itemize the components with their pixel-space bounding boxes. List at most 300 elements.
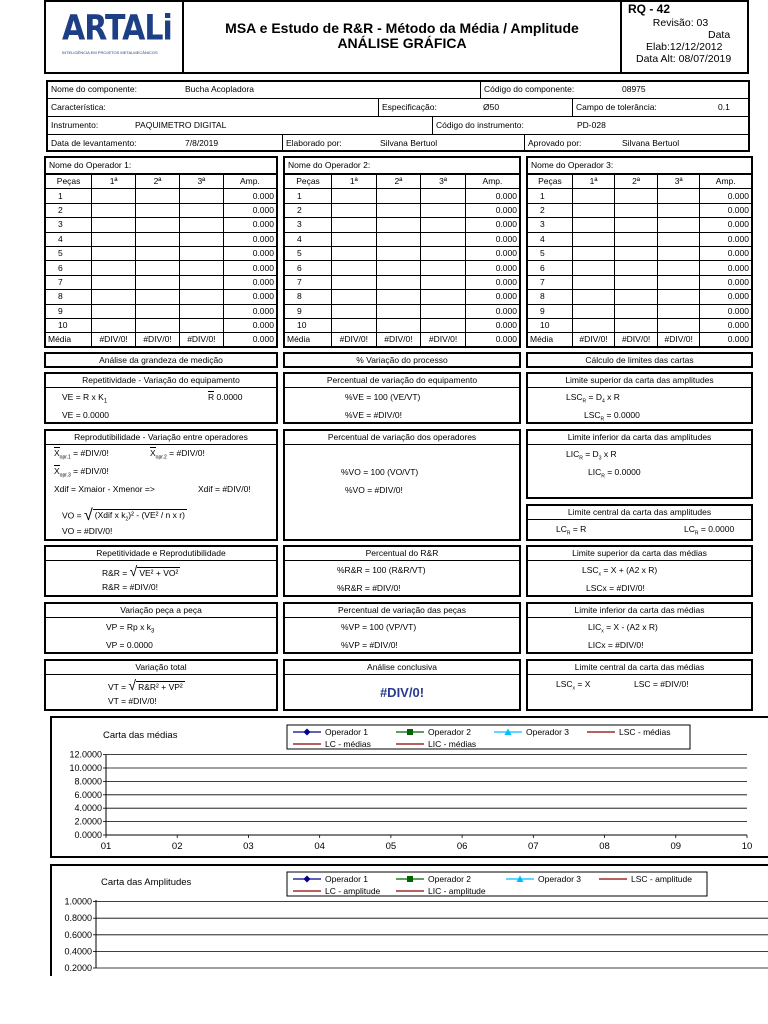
campo-label: Campo de tolerância: bbox=[576, 102, 657, 112]
lscx-box: Limite superior da carta das médias $LSC_x = X + (A2$ x R) LSCx = #DIV/0! bbox=[526, 545, 753, 597]
rr-box: Repetitividade e Reprodutibilidade R&R = √ VE² + VO² R&R = #DIV/0! bbox=[44, 545, 278, 597]
measurement-cell[interactable] bbox=[376, 290, 421, 304]
measurement-cell[interactable] bbox=[332, 189, 377, 203]
componente-label: Nome do componente: bbox=[51, 84, 137, 94]
measurement-cell[interactable] bbox=[136, 261, 180, 275]
measurement-cell[interactable] bbox=[136, 232, 180, 246]
pvo-formula: %VO = 100 (VO/VT) bbox=[341, 467, 419, 477]
measurement-cell[interactable] bbox=[615, 203, 658, 217]
vt-title: Variação total bbox=[46, 661, 276, 675]
measurement-cell[interactable] bbox=[332, 318, 377, 332]
section-calculo: Cálculo de limites das cartas bbox=[526, 352, 753, 368]
table-row bbox=[285, 232, 520, 246]
pvo-result: %VO = #DIV/0! bbox=[345, 485, 403, 495]
amp-cell: 0.000 bbox=[223, 304, 276, 318]
table-row bbox=[46, 318, 277, 332]
measurement-cell[interactable] bbox=[332, 246, 377, 260]
measurement-cell[interactable] bbox=[657, 304, 700, 318]
measurement-cell[interactable] bbox=[376, 318, 421, 332]
measurement-cell[interactable] bbox=[657, 290, 700, 304]
lcr-box: Limite central da carta das amplitudes $LC_R = R$ $LC_R = 0.0000$ bbox=[526, 504, 753, 541]
amp-cell: 0.000 bbox=[700, 290, 752, 304]
y-tick-label: 0.2000 bbox=[64, 963, 92, 973]
pve-box bbox=[283, 372, 521, 424]
chart-medias bbox=[50, 716, 768, 858]
levantamento-value[interactable]: 7/8/2019 bbox=[185, 138, 219, 148]
media-label: Média bbox=[285, 333, 332, 347]
logo-text: ARTALi bbox=[62, 8, 172, 49]
measurement-cell[interactable] bbox=[615, 232, 658, 246]
measurement-cell[interactable] bbox=[179, 218, 223, 232]
measurement-cell[interactable] bbox=[572, 189, 615, 203]
amp-cell: 0.000 bbox=[223, 290, 276, 304]
piece-number: 9 bbox=[528, 304, 573, 318]
measurement-cell[interactable] bbox=[332, 218, 377, 232]
amp-cell: 0.000 bbox=[223, 261, 276, 275]
col-header: 3ª bbox=[421, 175, 466, 189]
instrumento-label: Instrumento: bbox=[51, 120, 99, 130]
table-row bbox=[46, 290, 277, 304]
cod-instrumento-value[interactable]: PD-028 bbox=[577, 120, 606, 130]
measurement-cell[interactable] bbox=[92, 203, 136, 217]
doc-data-alt: Data Alt: 08/07/2019 bbox=[636, 53, 732, 65]
measurement-cell[interactable] bbox=[615, 261, 658, 275]
vo-result: VO = #DIV/0! bbox=[62, 526, 113, 536]
ve-result: VE = 0.0000 bbox=[62, 410, 110, 420]
x-tick-label: 01 bbox=[100, 841, 112, 852]
piece-number: 3 bbox=[528, 218, 573, 232]
lcr-result: = 0.0000 bbox=[700, 524, 735, 534]
amp-cell: 0.000 bbox=[700, 261, 752, 275]
amp-cell: 0.000 bbox=[700, 203, 752, 217]
piece-number: 9 bbox=[285, 304, 332, 318]
table-row bbox=[528, 246, 752, 260]
measurement-cell[interactable] bbox=[572, 203, 615, 217]
measurement-cell[interactable] bbox=[657, 318, 700, 332]
col-header: Peças bbox=[46, 175, 92, 189]
measurement-cell[interactable] bbox=[421, 290, 466, 304]
measurement-cell[interactable] bbox=[657, 246, 700, 260]
piece-number: 2 bbox=[285, 203, 332, 217]
instrumento-value[interactable]: PAQUIMETRO DIGITAL bbox=[135, 120, 227, 130]
campo-value[interactable]: 0.1 bbox=[718, 102, 730, 112]
measurement-cell[interactable] bbox=[179, 304, 223, 318]
piece-number: 5 bbox=[528, 246, 573, 260]
measurement-cell[interactable] bbox=[92, 232, 136, 246]
company-logo bbox=[62, 8, 172, 62]
operator-3-table bbox=[526, 156, 753, 348]
pvo-title: Percentual de variação dos operadores bbox=[285, 431, 519, 445]
y-tick-label: 4.0000 bbox=[74, 803, 102, 814]
measurement-cell[interactable] bbox=[376, 304, 421, 318]
measurement-cell[interactable] bbox=[421, 261, 466, 275]
legend-label: Operador 2 bbox=[428, 727, 471, 737]
media-value: 0.000 bbox=[465, 333, 519, 347]
pve-formula: %VE = 100 (VE/VT) bbox=[345, 392, 421, 402]
piece-number: 6 bbox=[528, 261, 573, 275]
measurement-cell[interactable] bbox=[615, 318, 658, 332]
y-tick-label: 0.8000 bbox=[64, 913, 92, 924]
amp-cell: 0.000 bbox=[465, 290, 519, 304]
levantamento-label: Data de levantamento: bbox=[51, 138, 137, 148]
measurement-cell[interactable] bbox=[92, 261, 136, 275]
codigo-label: Código do componente: bbox=[484, 84, 575, 94]
vp-result: VP = 0.0000 bbox=[106, 640, 153, 650]
measurement-cell[interactable] bbox=[572, 290, 615, 304]
amp-cell: 0.000 bbox=[465, 318, 519, 332]
x-tick-label: 07 bbox=[528, 841, 539, 852]
measurement-cell[interactable] bbox=[179, 318, 223, 332]
lscr-result: = 0.0000 bbox=[606, 410, 640, 420]
piece-number: 1 bbox=[285, 189, 332, 203]
doc-data-label: Data bbox=[708, 29, 731, 41]
amp-cell: 0.000 bbox=[223, 189, 276, 203]
measurement-cell[interactable] bbox=[572, 318, 615, 332]
legend-label: Operador 1 bbox=[325, 727, 368, 737]
table-row bbox=[285, 203, 520, 217]
measurement-cell[interactable] bbox=[657, 232, 700, 246]
measurement-cell[interactable] bbox=[421, 218, 466, 232]
measurement-cell[interactable] bbox=[376, 275, 421, 289]
y-tick-label: 12.0000 bbox=[69, 749, 102, 760]
measurement-cell[interactable] bbox=[332, 304, 377, 318]
y-tick-label: 0.6000 bbox=[64, 929, 92, 940]
measurement-cell[interactable] bbox=[615, 304, 658, 318]
media-value: #DIV/0! bbox=[657, 333, 700, 347]
measurement-cell[interactable] bbox=[136, 203, 180, 217]
measurement-cell[interactable] bbox=[657, 189, 700, 203]
amp-cell: 0.000 bbox=[223, 218, 276, 232]
legend-marker bbox=[407, 729, 413, 735]
legend-label: Operador 3 bbox=[526, 727, 569, 737]
media-value: #DIV/0! bbox=[332, 333, 377, 347]
measurement-cell[interactable] bbox=[572, 232, 615, 246]
media-value: 0.000 bbox=[700, 333, 752, 347]
amp-cell: 0.000 bbox=[700, 189, 752, 203]
col-header: 2ª bbox=[615, 175, 658, 189]
measurement-cell[interactable] bbox=[376, 261, 421, 275]
operator-1-table bbox=[44, 156, 278, 348]
piece-number: 9 bbox=[46, 304, 92, 318]
xop2-value: = #DIV/0! bbox=[169, 448, 205, 458]
media-row bbox=[528, 333, 752, 347]
pvp-result: %VP = #DIV/0! bbox=[341, 640, 398, 650]
doc-revision: Revisão: 03 bbox=[652, 17, 709, 29]
piece-number: 4 bbox=[46, 232, 92, 246]
measurement-cell[interactable] bbox=[136, 290, 180, 304]
prr-formula: %R&R = 100 (R&R/VT) bbox=[337, 565, 426, 575]
col-header: 2ª bbox=[376, 175, 421, 189]
measurement-cell[interactable] bbox=[332, 275, 377, 289]
table-row bbox=[285, 218, 520, 232]
amp-cell: 0.000 bbox=[465, 304, 519, 318]
rbar-value: 0.0000 bbox=[216, 392, 243, 402]
y-tick-label: 0.0000 bbox=[74, 830, 102, 840]
measurement-cell[interactable] bbox=[421, 246, 466, 260]
xop1-value: = #DIV/0! bbox=[73, 448, 109, 458]
ve-formula: VE = R x K bbox=[62, 392, 104, 402]
document-subtitle: ANÁLISE GRÁFICA bbox=[337, 35, 467, 51]
operator-1-title: Nome do Operador 1: bbox=[46, 158, 276, 174]
table-row bbox=[528, 189, 752, 203]
legend-label: LSC - médias bbox=[619, 727, 671, 737]
measurement-cell[interactable] bbox=[92, 246, 136, 260]
amp-cell: 0.000 bbox=[465, 275, 519, 289]
piece-number: 4 bbox=[285, 232, 332, 246]
col-header: 1ª bbox=[92, 175, 136, 189]
measurement-cell[interactable] bbox=[179, 203, 223, 217]
measurement-cell[interactable] bbox=[376, 203, 421, 217]
prr-title: Percentual do R&R bbox=[285, 547, 519, 561]
table-row bbox=[528, 318, 752, 332]
measurement-cell[interactable] bbox=[92, 189, 136, 203]
measurement-cell[interactable] bbox=[332, 261, 377, 275]
measurement-cell[interactable] bbox=[179, 261, 223, 275]
table-row bbox=[285, 290, 520, 304]
measurement-cell[interactable] bbox=[92, 275, 136, 289]
table-row bbox=[285, 304, 520, 318]
pve-result: %VE = #DIV/0! bbox=[345, 410, 402, 420]
measurement-cell[interactable] bbox=[332, 203, 377, 217]
col-header: 3ª bbox=[179, 175, 223, 189]
vp-formula: VP = Rp x k bbox=[106, 622, 151, 632]
table-row bbox=[46, 189, 277, 203]
licx-result: LICx = #DIV/0! bbox=[588, 640, 644, 650]
licx-title: Limite inferior da carta das médias bbox=[528, 604, 751, 618]
measurement-cell[interactable] bbox=[136, 218, 180, 232]
elaborado-value[interactable]: Silvana Bertuol bbox=[380, 138, 438, 148]
table-row bbox=[46, 275, 277, 289]
amp-cell: 0.000 bbox=[465, 218, 519, 232]
measurement-cell[interactable] bbox=[657, 218, 700, 232]
legend-label: Operador 1 bbox=[325, 874, 368, 884]
caracteristica-label: Característica: bbox=[51, 102, 106, 112]
measurement-cell[interactable] bbox=[615, 290, 658, 304]
licr-title: Limite inferior da carta das amplitudes bbox=[528, 431, 751, 445]
measurement-cell[interactable] bbox=[421, 189, 466, 203]
chart-title: Carta das médias bbox=[103, 730, 178, 741]
x-tick-label: 05 bbox=[385, 841, 397, 852]
media-row bbox=[46, 333, 277, 347]
media-value: #DIV/0! bbox=[136, 333, 180, 347]
legend-label: LC - médias bbox=[325, 739, 371, 749]
amp-cell: 0.000 bbox=[465, 246, 519, 260]
section-analise: Análise da grandeza de medição bbox=[44, 352, 278, 368]
measurement-cell[interactable] bbox=[615, 246, 658, 260]
measurement-cell[interactable] bbox=[136, 189, 180, 203]
amp-cell: 0.000 bbox=[465, 203, 519, 217]
measurement-cell[interactable] bbox=[136, 275, 180, 289]
piece-number: 10 bbox=[285, 318, 332, 332]
table-row bbox=[285, 318, 520, 332]
measurement-cell[interactable] bbox=[179, 232, 223, 246]
col-header: 1ª bbox=[572, 175, 615, 189]
piece-number: 7 bbox=[285, 275, 332, 289]
amp-cell: 0.000 bbox=[223, 246, 276, 260]
measurement-cell[interactable] bbox=[332, 232, 377, 246]
piece-number: 6 bbox=[46, 261, 92, 275]
vp-title: Variação peça a peça bbox=[46, 604, 276, 618]
doc-code: RQ - 42 bbox=[628, 2, 671, 16]
vt-box: Variação total VT = √ R&R² + VP² VT = #DIV/0! bbox=[44, 659, 278, 711]
table-row bbox=[285, 246, 520, 260]
measurement-cell[interactable] bbox=[572, 218, 615, 232]
measurement-cell[interactable] bbox=[657, 261, 700, 275]
measurement-cell[interactable] bbox=[376, 189, 421, 203]
legend-label: Operador 3 bbox=[538, 874, 581, 884]
table-row bbox=[285, 189, 520, 203]
x-tick-label: 04 bbox=[314, 841, 325, 852]
measurement-cell[interactable] bbox=[421, 318, 466, 332]
vp-box: Variação peça a peça VP = Rp x $k_3$ VP = 0.0000 bbox=[44, 602, 278, 654]
lscr-title: Limite superior da carta das amplitudes bbox=[528, 374, 751, 388]
measurement-cell[interactable] bbox=[421, 304, 466, 318]
aprovado-value[interactable]: Silvana Bertuol bbox=[622, 138, 680, 148]
pve-title: Percentual de variação do equipamento bbox=[285, 374, 519, 388]
componente-value[interactable]: Bucha Acopladora bbox=[185, 84, 254, 94]
legend-label: LSC - amplitude bbox=[631, 874, 692, 884]
piece-number: 2 bbox=[528, 203, 573, 217]
especificacao-value[interactable]: Ø50 bbox=[483, 102, 500, 112]
measurement-cell[interactable] bbox=[179, 275, 223, 289]
measurement-cell[interactable] bbox=[179, 246, 223, 260]
measurement-cell[interactable] bbox=[615, 275, 658, 289]
media-value: #DIV/0! bbox=[376, 333, 421, 347]
pvp-box bbox=[283, 602, 521, 654]
xop3-value: = #DIV/0! bbox=[73, 466, 109, 476]
table-row bbox=[46, 304, 277, 318]
x-tick-label: 06 bbox=[456, 841, 468, 852]
col-header: Peças bbox=[528, 175, 573, 189]
table-row bbox=[46, 246, 277, 260]
measurement-cell[interactable] bbox=[92, 290, 136, 304]
y-tick-label: 6.0000 bbox=[74, 789, 102, 800]
repetitividade-box: Repetitividade - Variação do equipamento VE = R x $K_1$ R 0.0000 VE = 0.0000 bbox=[44, 372, 278, 424]
legend-label: LIC - amplitude bbox=[428, 886, 486, 896]
measurement-cell[interactable] bbox=[376, 232, 421, 246]
y-tick-label: 8.0000 bbox=[74, 776, 102, 787]
lscx-result: LSCx = #DIV/0! bbox=[586, 583, 645, 593]
table-row bbox=[46, 261, 277, 275]
amp-cell: 0.000 bbox=[700, 232, 752, 246]
chart-amplitudes bbox=[50, 864, 768, 976]
x-tick-label: 09 bbox=[670, 841, 682, 852]
piece-number: 8 bbox=[46, 290, 92, 304]
table-row bbox=[285, 261, 520, 275]
piece-number: 2 bbox=[46, 203, 92, 217]
measurement-cell[interactable] bbox=[657, 203, 700, 217]
y-tick-label: 1.0000 bbox=[64, 896, 92, 907]
measurement-cell[interactable] bbox=[421, 203, 466, 217]
reprodutibilidade-title: Reprodutibilidade - Variação entre operadores bbox=[46, 431, 276, 445]
measurement-cell[interactable] bbox=[572, 261, 615, 275]
measurement-cell[interactable] bbox=[92, 304, 136, 318]
measurement-cell[interactable] bbox=[572, 304, 615, 318]
repetitividade-title: Repetitividade - Variação do equipamento bbox=[46, 374, 276, 388]
media-value: #DIV/0! bbox=[572, 333, 615, 347]
media-row bbox=[285, 333, 520, 347]
piece-number: 7 bbox=[528, 275, 573, 289]
amp-cell: 0.000 bbox=[700, 246, 752, 260]
operator-3-title: Nome do Operador 3: bbox=[528, 158, 751, 174]
pvp-formula: %VP = 100 (VP/VT) bbox=[341, 622, 417, 632]
col-header: Amp. bbox=[465, 175, 519, 189]
legend-marker bbox=[407, 876, 413, 882]
table-row bbox=[528, 203, 752, 217]
measurement-cell[interactable] bbox=[376, 246, 421, 260]
elaborado-label: Elaborado por: bbox=[286, 138, 342, 148]
table-row bbox=[528, 275, 752, 289]
conclusiva-title: Análise conclusiva bbox=[285, 661, 519, 675]
prr-box bbox=[283, 545, 521, 597]
measurement-cell[interactable] bbox=[136, 304, 180, 318]
prr-result: %R&R = #DIV/0! bbox=[337, 583, 401, 593]
amp-cell: 0.000 bbox=[465, 189, 519, 203]
operator-2-table bbox=[283, 156, 521, 348]
table-row bbox=[46, 218, 277, 232]
piece-number: 1 bbox=[528, 189, 573, 203]
media-value: #DIV/0! bbox=[421, 333, 466, 347]
legend-label: LIC - médias bbox=[428, 739, 477, 749]
table-row bbox=[528, 232, 752, 246]
amp-cell: 0.000 bbox=[700, 275, 752, 289]
piece-number: 10 bbox=[528, 318, 573, 332]
measurement-cell[interactable] bbox=[376, 218, 421, 232]
piece-number: 8 bbox=[528, 290, 573, 304]
measurement-cell[interactable] bbox=[92, 218, 136, 232]
amp-cell: 0.000 bbox=[700, 304, 752, 318]
measurement-cell[interactable] bbox=[572, 275, 615, 289]
col-header: 2ª bbox=[136, 175, 180, 189]
measurement-cell[interactable] bbox=[332, 290, 377, 304]
amp-cell: 0.000 bbox=[223, 232, 276, 246]
measurement-cell[interactable] bbox=[136, 318, 180, 332]
media-value: #DIV/0! bbox=[615, 333, 658, 347]
amp-cell: 0.000 bbox=[223, 275, 276, 289]
table-row bbox=[46, 232, 277, 246]
chart-title: Carta das Amplitudes bbox=[101, 877, 192, 888]
measurement-cell[interactable] bbox=[179, 290, 223, 304]
table-row bbox=[46, 203, 277, 217]
measurement-cell[interactable] bbox=[657, 275, 700, 289]
media-label: Média bbox=[528, 333, 573, 347]
table-row bbox=[528, 290, 752, 304]
conclusiva-value: #DIV/0! bbox=[379, 685, 425, 700]
especificacao-label: Especificação: bbox=[382, 102, 437, 112]
measurement-cell[interactable] bbox=[572, 246, 615, 260]
col-header: Peças bbox=[285, 175, 332, 189]
measurement-cell[interactable] bbox=[421, 232, 466, 246]
measurement-cell[interactable] bbox=[421, 275, 466, 289]
piece-number: 1 bbox=[46, 189, 92, 203]
measurement-cell[interactable] bbox=[615, 218, 658, 232]
y-tick-label: 2.0000 bbox=[74, 816, 102, 827]
measurement-cell[interactable] bbox=[615, 189, 658, 203]
measurement-cell[interactable] bbox=[92, 318, 136, 332]
measurement-cell[interactable] bbox=[136, 246, 180, 260]
media-value: 0.000 bbox=[223, 333, 276, 347]
measurement-cell[interactable] bbox=[179, 189, 223, 203]
vt-result: VT = #DIV/0! bbox=[108, 696, 157, 706]
lscr-box: Limite superior da carta das amplitudes $LSC_R = D_4$ x R $LSC_R = 0.0000$ bbox=[526, 372, 753, 424]
piece-number: 3 bbox=[285, 218, 332, 232]
codigo-value[interactable]: 08975 bbox=[622, 84, 646, 94]
lcx-title: Limite central da carta das médias bbox=[528, 661, 751, 675]
xdif-value: Xdif = #DIV/0! bbox=[198, 484, 251, 494]
y-tick-label: 0.4000 bbox=[64, 946, 92, 957]
x-tick-label: 02 bbox=[171, 841, 183, 852]
piece-number: 10 bbox=[46, 318, 92, 332]
